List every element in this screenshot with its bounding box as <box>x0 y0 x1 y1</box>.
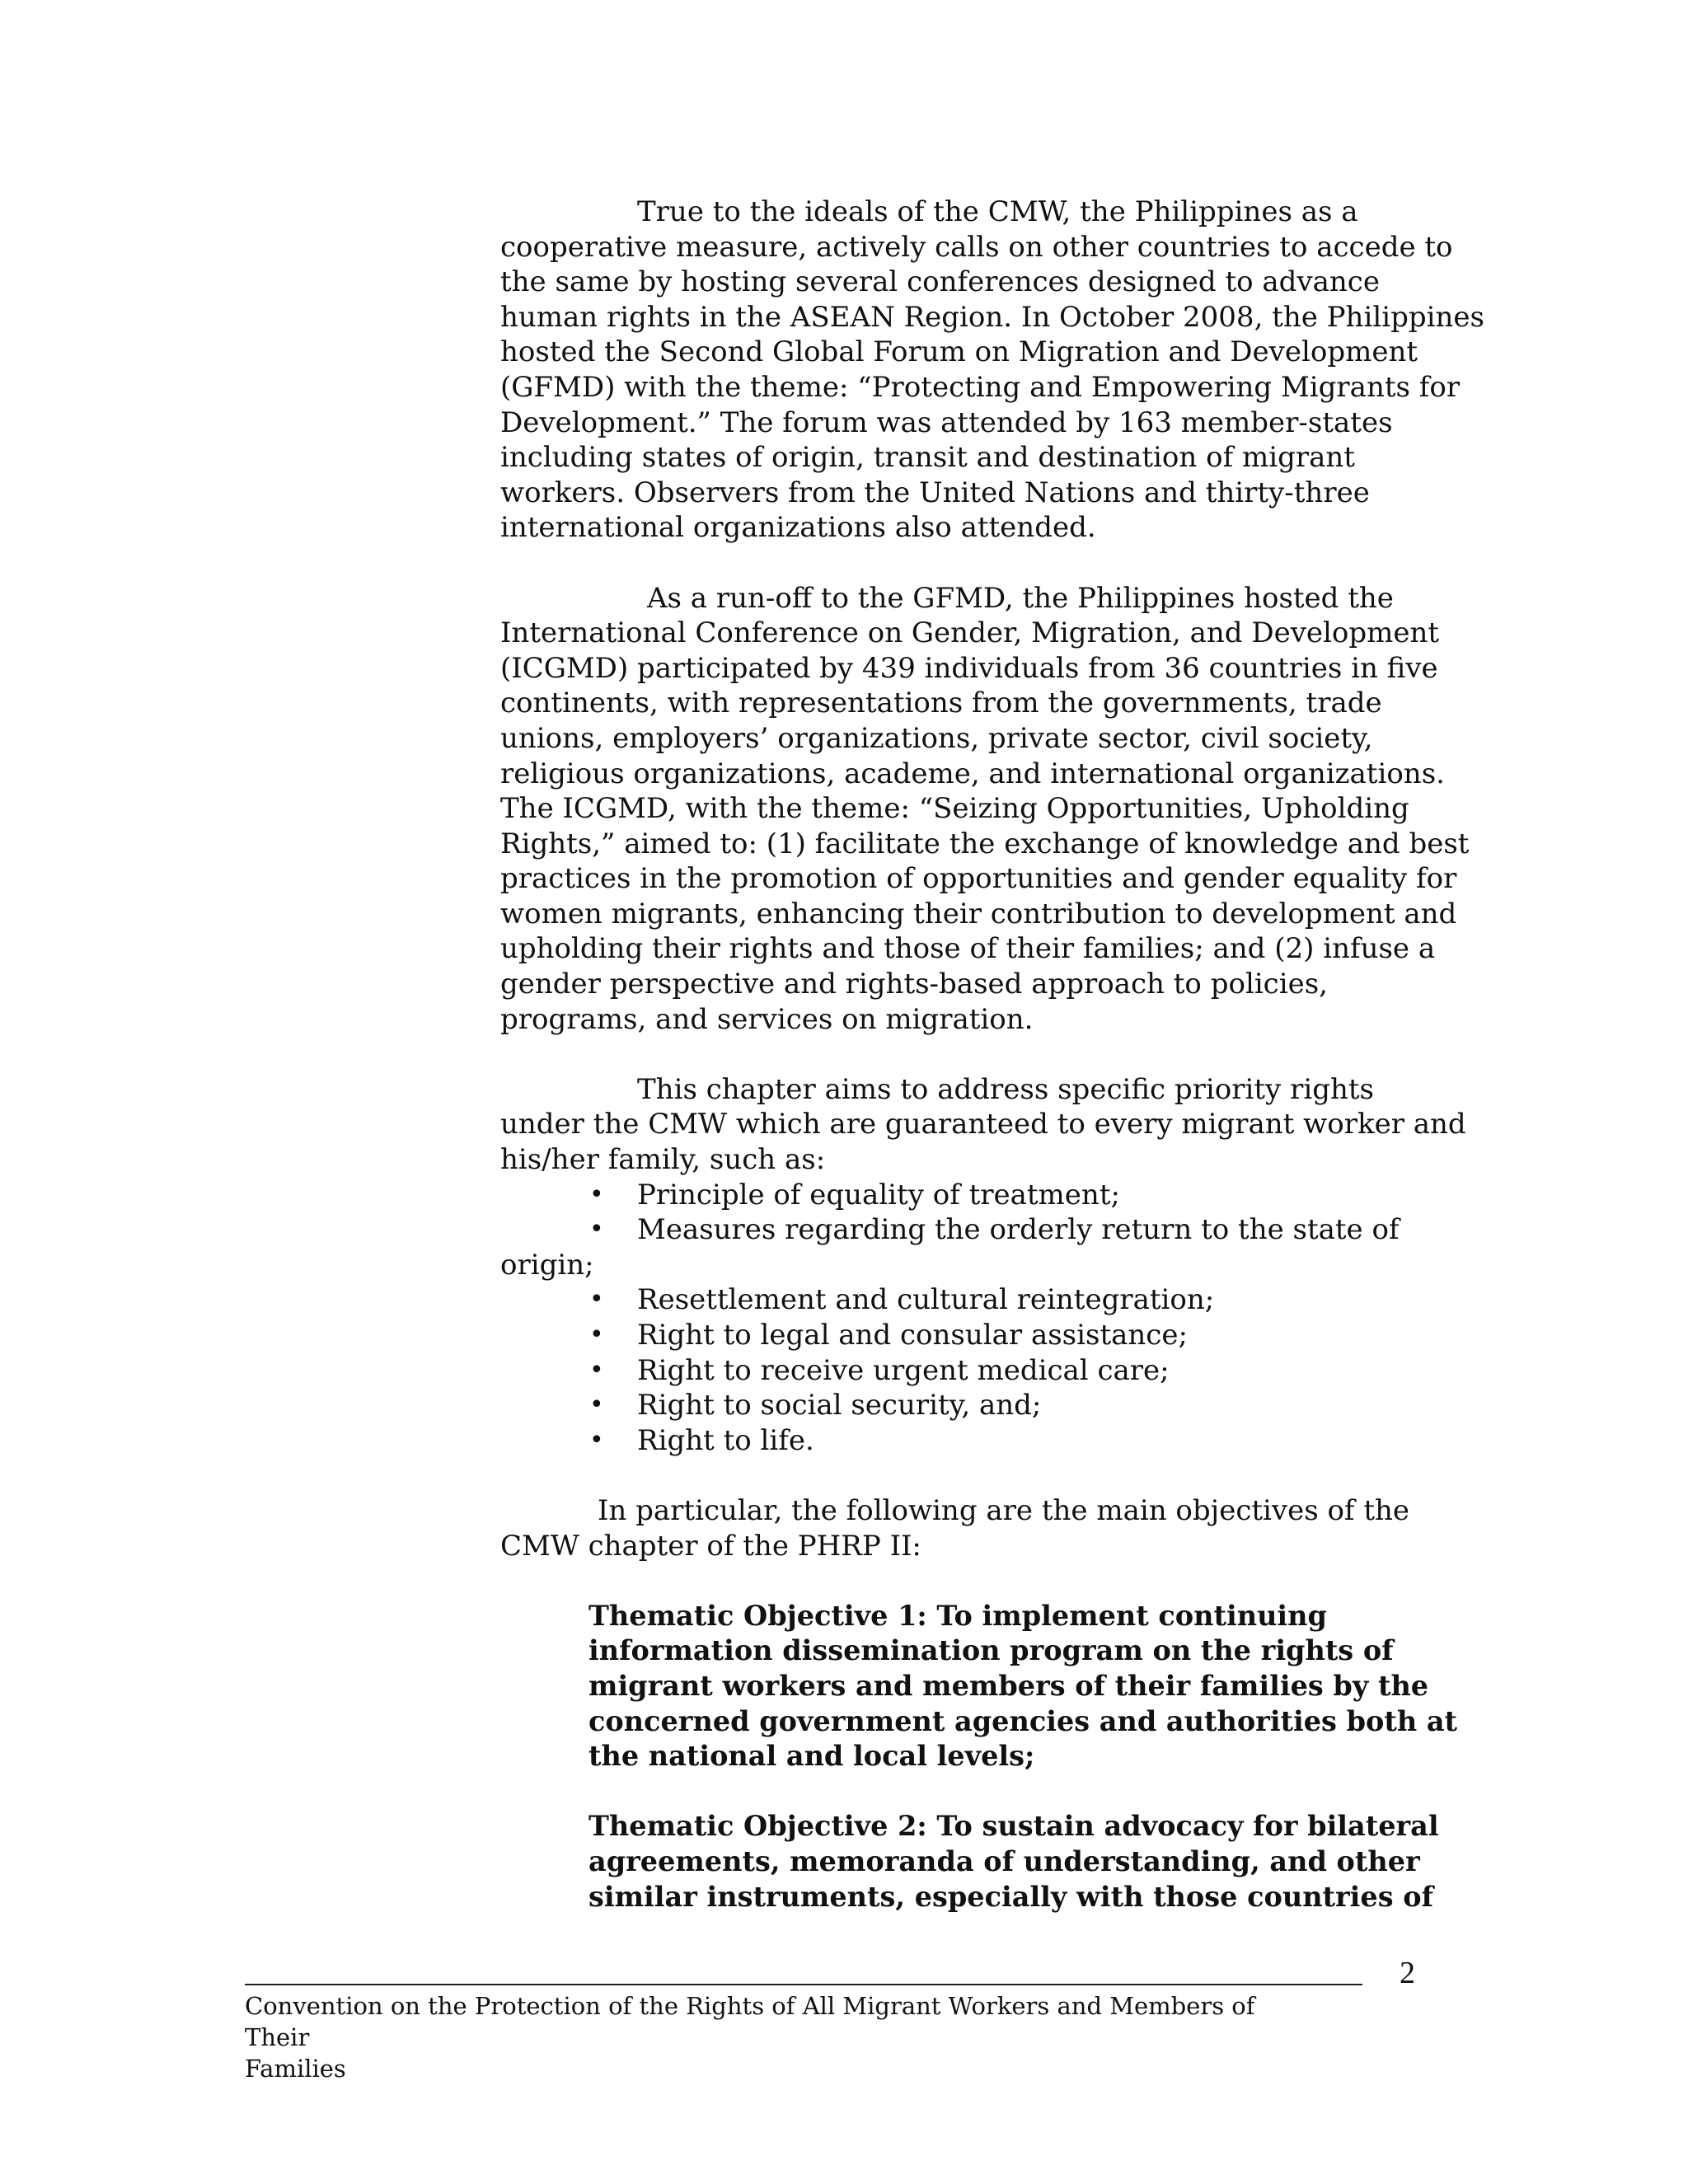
footer-title <box>245 1990 1316 2084</box>
text-line: his/her family, such as: <box>500 1143 826 1177</box>
text-line: gender perspective and rights-based approach to policies, <box>500 968 1328 1001</box>
text-line: cooperative measure, actively calls on other countries to accede to <box>500 230 1453 264</box>
list-item <box>500 1423 1374 1459</box>
paragraph-icgmd <box>500 581 1470 1038</box>
list-item-text: Principle of equality of treatment; <box>637 1178 1120 1212</box>
text-line: upholding their rights and those of their families; and (2) infuse a <box>500 932 1436 966</box>
footer-text-line: Convention on the Protection of the Rights of All Migrant Workers and Members of Their <box>245 1992 1255 2051</box>
list-item <box>500 1282 1374 1318</box>
paragraph-gap <box>500 1037 1374 1072</box>
text-line: Development.” The forum was attended by 163 member-states <box>500 405 1393 439</box>
text-line: (GFMD) with the theme: “Protecting and Empowering Migrants for <box>500 370 1461 404</box>
text-line: unions, employers’ organizations, private sector, civil society, <box>500 721 1373 755</box>
text-line: human rights in the ASEAN Region. In October 2008, the Philippines <box>500 300 1484 334</box>
text-line: continents, with representations from the governments, trade <box>500 687 1382 720</box>
list-item <box>500 1318 1374 1353</box>
list-item-text: Right to legal and consular assistance; <box>637 1319 1188 1352</box>
bullet-icon: • <box>589 1425 604 1455</box>
list-item-text: Resettlement and cultural reintegration; <box>637 1283 1215 1317</box>
bullet-icon: • <box>589 1285 604 1315</box>
bullet-icon: • <box>589 1320 604 1349</box>
text-line: Thematic Objective 1: To implement continuing <box>588 1599 1327 1632</box>
text-line: (ICGMD) participated by 439 individuals from 36 countries in five <box>500 651 1438 685</box>
footer-divider <box>245 1984 1362 1985</box>
bullet-icon: • <box>589 1179 604 1209</box>
list-item-text: Right to receive urgent medical care; <box>637 1353 1170 1387</box>
text-line: migrant workers and members of their families by the <box>588 1669 1429 1702</box>
text-line: similar instruments, especially with those countries of <box>588 1880 1433 1913</box>
text-line: women migrants, enhancing their contribution to development and <box>500 897 1457 930</box>
paragraph-gap <box>500 1458 1374 1493</box>
list-item <box>500 1388 1374 1423</box>
text-line: True to the ideals of the CMW, the Philippines as a <box>637 195 1358 228</box>
text-line: including states of origin, transit and destination of migrant <box>500 441 1355 475</box>
text-line: workers. Observers from the United Nations and thirty-three <box>500 476 1370 509</box>
list-item-text: Right to social security, and; <box>637 1389 1042 1422</box>
text-line: In particular, the following are the main objectives of the <box>598 1493 1410 1527</box>
bullet-icon: • <box>589 1390 604 1420</box>
text-line: agreements, memoranda of understanding, and other <box>588 1844 1420 1877</box>
text-line: under the CMW which are guaranteed to every migrant worker and <box>500 1108 1466 1141</box>
text-line: Rights,” aimed to: (1) facilitate the exchange of knowledge and best <box>500 827 1470 860</box>
list-item <box>500 1178 1374 1213</box>
text-line: As a run-off to the GFMD, the Philippines hosted the <box>647 581 1394 615</box>
list-item <box>500 1212 1400 1282</box>
list-item <box>500 1353 1374 1389</box>
text-line: practices in the promotion of opportunities and gender equality for <box>500 862 1457 896</box>
paragraph-gap <box>500 1774 1374 1810</box>
text-line: religious organizations, academe, and international organizations. <box>500 757 1445 790</box>
page-number: 2 <box>1400 1956 1415 1990</box>
footer-text-line: Families <box>245 2055 346 2083</box>
paragraph-chapter-aims <box>500 1072 1466 1178</box>
text-line: Thematic Objective 2: To sustain advocacy for bilateral <box>588 1810 1439 1843</box>
paragraph-objectives-intro <box>500 1493 1410 1563</box>
text-line: concerned government agencies and authorities both at <box>588 1704 1458 1737</box>
list-item-text: Right to life. <box>637 1423 814 1457</box>
body-text <box>500 194 1484 1915</box>
text-line: information dissemination program on the rights of <box>588 1634 1394 1667</box>
paragraph-gap <box>500 546 1374 581</box>
paragraph-gfmd <box>500 194 1484 546</box>
text-line: CMW chapter of the PHRP II: <box>500 1529 921 1563</box>
text-line: the national and local levels; <box>588 1740 1035 1773</box>
thematic-objective-1 <box>588 1599 1458 1774</box>
text-line: international organizations also attended. <box>500 511 1096 545</box>
text-line: hosted the Second Global Forum on Migration and Development <box>500 335 1418 369</box>
bullet-icon: • <box>589 1215 604 1244</box>
paragraph-gap <box>500 1563 1374 1599</box>
text-line: the same by hosting several conferences designed to advance <box>500 265 1380 299</box>
text-line: International Conference on Gender, Migration, and Development <box>500 616 1440 650</box>
text-line: programs, and services on migration. <box>500 1002 1034 1036</box>
bullet-icon: • <box>589 1355 604 1385</box>
list-item-text: origin; <box>500 1248 594 1282</box>
thematic-objective-2 <box>588 1809 1439 1915</box>
list-item-text: Measures regarding the orderly return to the state of <box>637 1213 1400 1247</box>
rights-list <box>500 1178 1400 1459</box>
text-line: The ICGMD, with the theme: “Seizing Opportunities, Upholding <box>500 792 1409 826</box>
text-line: This chapter aims to address specific priority rights <box>637 1072 1374 1106</box>
